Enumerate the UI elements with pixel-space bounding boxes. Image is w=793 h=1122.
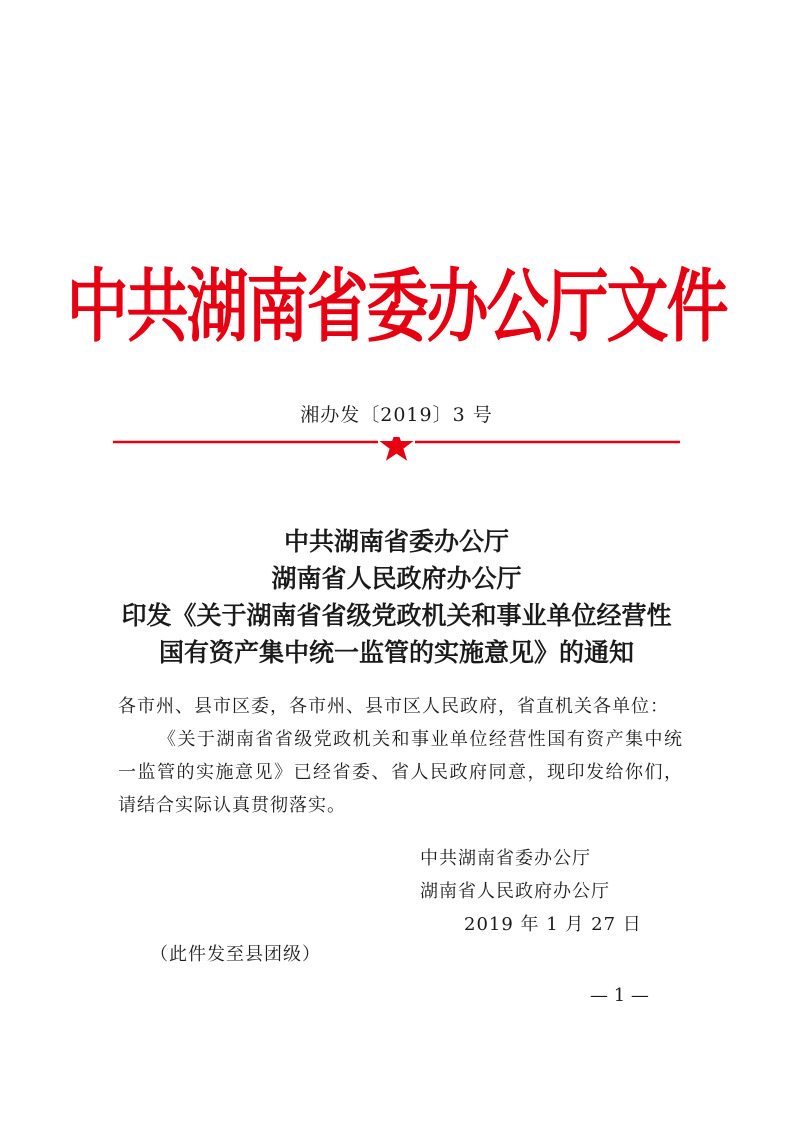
document-number: 湘办发〔2019〕3 号 (300, 404, 493, 426)
star-icon (379, 437, 413, 461)
title-line-4: 国有资产集中统一监管的实施意见》的通知 (158, 638, 634, 667)
signature-issuer-1: 中共湖南省委办公厅 (420, 848, 591, 869)
notice-title (0, 523, 793, 671)
signature-block (420, 842, 642, 941)
salutation: 各市州、县市区委，各市州、县市区人民政府，省直机关各单位： (118, 696, 669, 717)
signature-date: 2019 年 1 月 27 日 (464, 914, 642, 935)
red-divider (113, 437, 680, 467)
signature-issuer-2: 湖南省人民政府办公厅 (420, 881, 610, 902)
page-number: — 1 — (590, 985, 649, 1006)
red-header-title: 中共湖南省委办公厅文件 (66, 259, 727, 354)
title-line-1: 中共湖南省委办公厅 (283, 527, 509, 556)
body-paragraph: 《关于湖南省省级党政机关和事业单位经营性国有资产集中统一监管的实施意见》已经省委、省人民政府同意，现印发给你们，请结合实际认真贯彻落实。 (118, 729, 683, 816)
title-line-2: 湖南省人民政府办公厅 (271, 564, 522, 593)
distribution-note: （此件发至县团级） (150, 944, 321, 965)
notice-body (118, 690, 683, 822)
title-line-3: 印发《关于湖南省省级党政机关和事业单位经营性 (121, 601, 672, 630)
